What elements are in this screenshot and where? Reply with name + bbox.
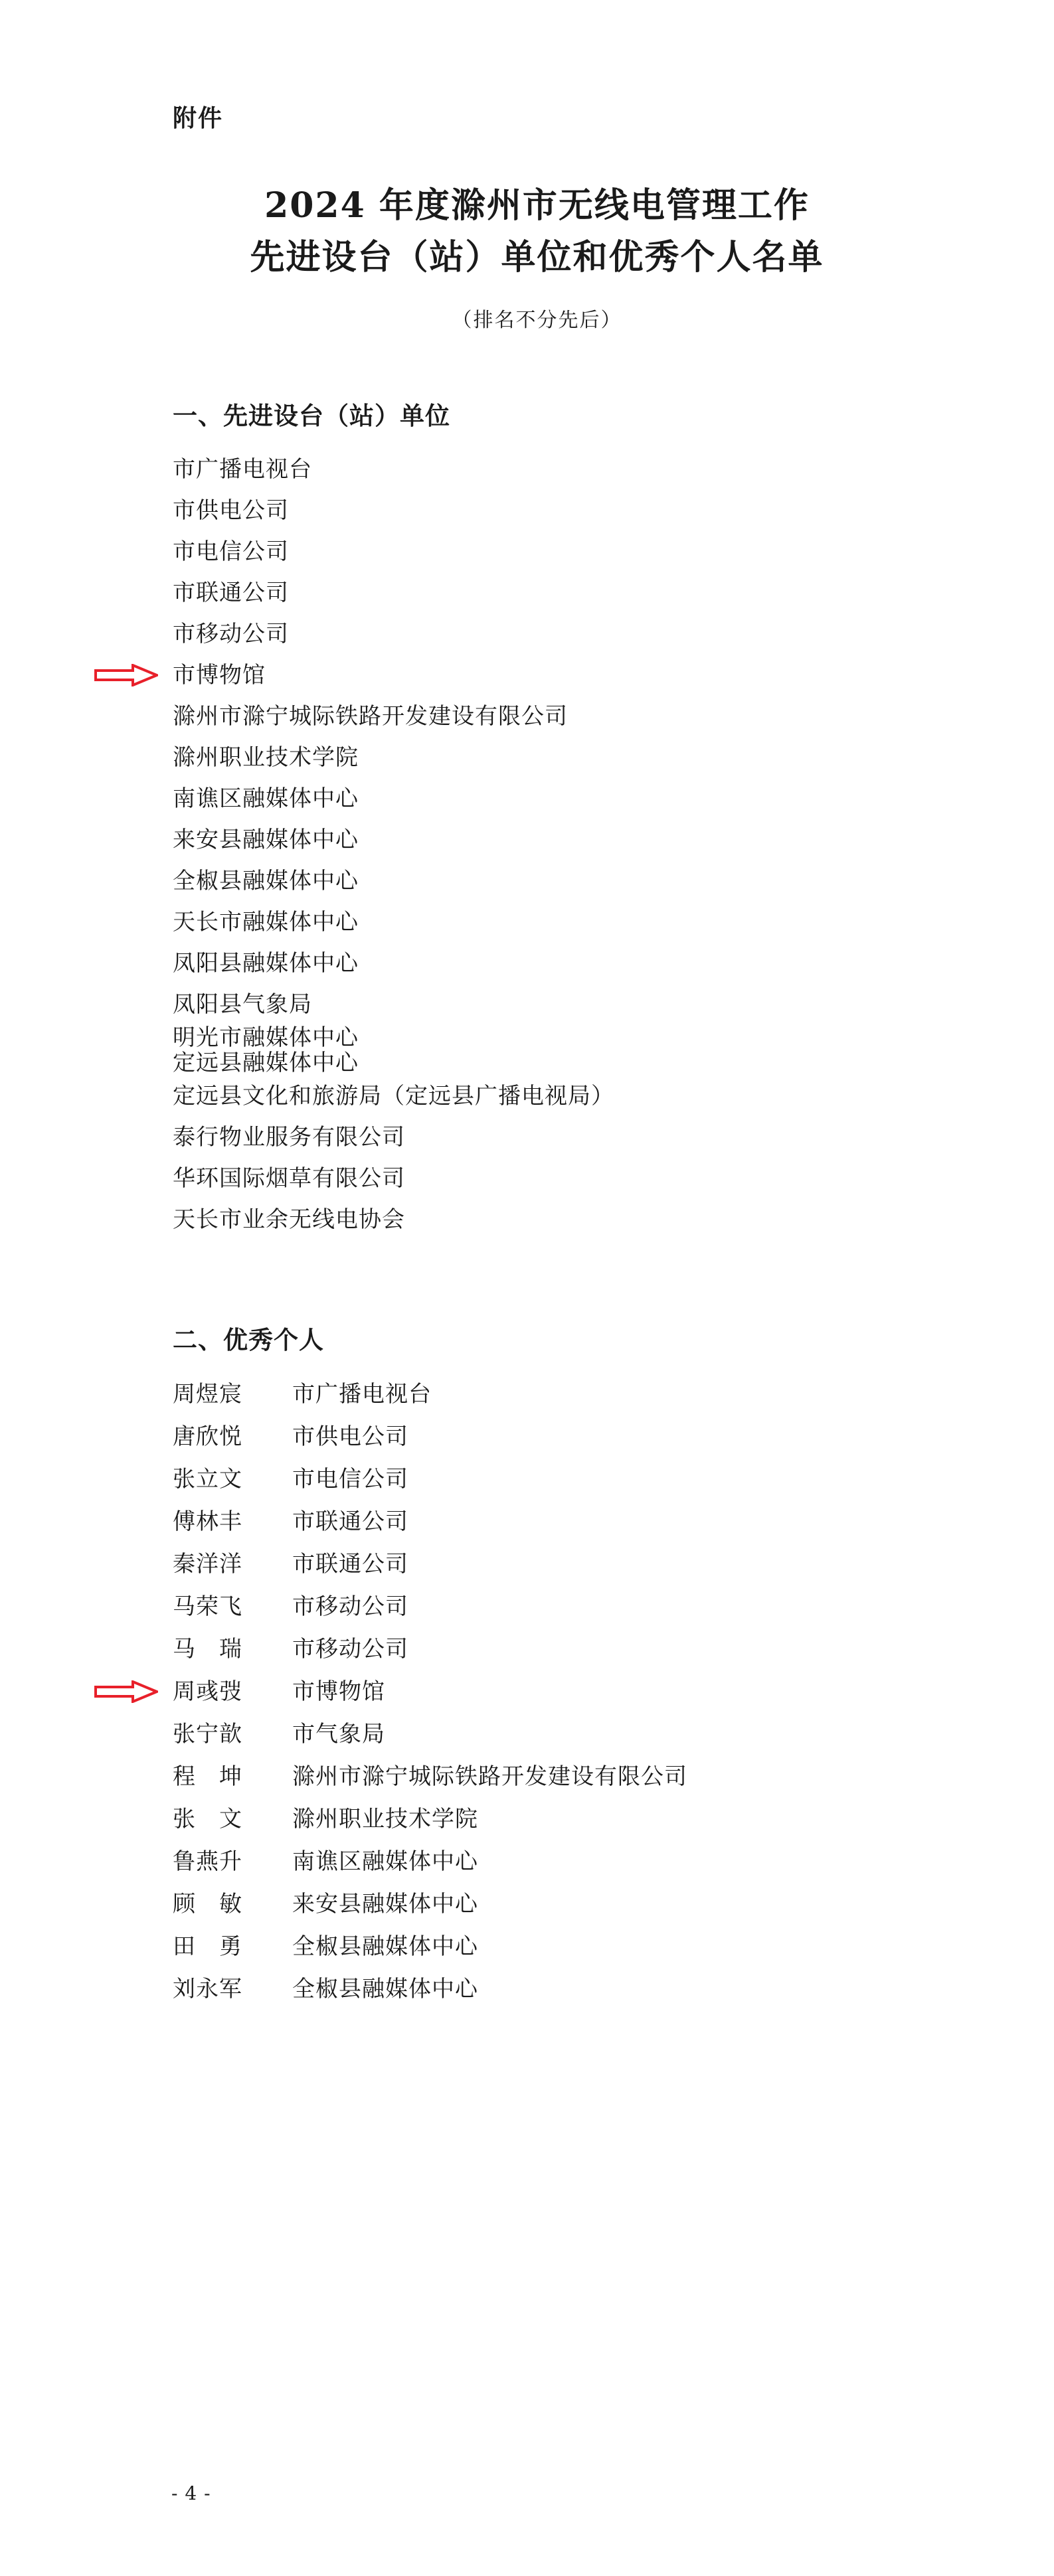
unit-list [173, 449, 901, 1240]
list-item [173, 1798, 901, 1840]
list-item [173, 490, 901, 531]
list-item [173, 1925, 901, 1968]
list-item [173, 1117, 901, 1158]
person-name: 程 坤 [173, 1763, 242, 1790]
person-unit: 全椒县融媒体中心 [292, 1976, 478, 2002]
person-unit: 市移动公司 [292, 1593, 408, 1620]
person-unit: 滁州职业技术学院 [292, 1806, 478, 1832]
list-item [173, 1076, 901, 1117]
list-item [173, 1158, 901, 1199]
section-heading-units: 一、先进设台（站）单位 [173, 402, 450, 430]
list-item [173, 1628, 901, 1670]
list-item [173, 943, 901, 984]
list-item [173, 1415, 901, 1458]
unit-name: 南谯区融媒体中心 [173, 785, 359, 812]
list-item [173, 902, 901, 943]
list-item [173, 1050, 901, 1076]
list-item [173, 531, 901, 572]
person-name: 周彧弢 [173, 1678, 242, 1705]
list-item [173, 1458, 901, 1500]
person-unit: 市移动公司 [292, 1636, 408, 1662]
list-item [173, 1543, 901, 1585]
person-unit: 市博物馆 [292, 1678, 385, 1705]
unit-name: 凤阳县气象局 [173, 991, 312, 1018]
unit-name: 滁州市滁宁城际铁路开发建设有限公司 [173, 703, 568, 730]
unit-name: 全椒县融媒体中心 [173, 868, 359, 894]
person-unit: 南谯区融媒体中心 [292, 1848, 478, 1875]
unit-name: 天长市业余无线电协会 [173, 1206, 405, 1233]
person-name: 马荣飞 [173, 1593, 242, 1620]
person-unit: 来安县融媒体中心 [292, 1891, 478, 1917]
person-name: 顾 敏 [173, 1891, 242, 1917]
person-unit: 全椒县融媒体中心 [292, 1933, 478, 1960]
person-unit: 市联通公司 [292, 1508, 408, 1535]
page-title-line-1: 2024 年度滁州市无线电管理工作 [264, 185, 810, 226]
list-item [173, 449, 901, 490]
list-item [173, 1585, 901, 1628]
person-name: 唐欣悦 [173, 1423, 242, 1450]
person-name: 刘永军 [173, 1976, 242, 2002]
person-name: 田 勇 [173, 1933, 242, 1960]
unit-name: 市电信公司 [173, 538, 289, 565]
unit-name: 泰行物业服务有限公司 [173, 1124, 405, 1151]
unit-name: 市广播电视台 [173, 456, 312, 483]
attachment-label: 附件 [173, 105, 224, 132]
person-name: 张立文 [173, 1466, 242, 1492]
unit-name: 天长市融媒体中心 [173, 909, 359, 935]
list-item [173, 984, 901, 1025]
person-unit: 市气象局 [292, 1721, 385, 1747]
list-item [173, 737, 901, 778]
person-name: 张宁歆 [173, 1721, 242, 1747]
red-arrow-marker [94, 664, 158, 686]
list-item [173, 860, 901, 902]
list-item [173, 1670, 901, 1713]
list-item [173, 572, 901, 613]
person-name: 张 文 [173, 1806, 242, 1832]
unit-name: 明光市融媒体中心 [173, 1024, 359, 1051]
list-item [173, 778, 901, 819]
unit-name: 来安县融媒体中心 [173, 827, 359, 853]
person-unit: 市电信公司 [292, 1466, 408, 1492]
unit-name: 凤阳县融媒体中心 [173, 950, 359, 977]
section-heading-individuals: 二、优秀个人 [173, 1326, 324, 1354]
list-item [173, 1840, 901, 1883]
list-item [173, 1755, 901, 1798]
person-unit: 市供电公司 [292, 1423, 408, 1450]
unit-name: 市供电公司 [173, 497, 289, 524]
person-name: 鲁燕升 [173, 1848, 242, 1875]
person-name: 傅林丰 [173, 1508, 242, 1535]
unit-name: 市联通公司 [173, 580, 289, 606]
list-item [173, 1500, 901, 1543]
unit-name: 市博物馆 [173, 662, 266, 688]
page-number: - 4 - [171, 2482, 211, 2504]
person-name: 周煜宸 [173, 1381, 242, 1408]
person-unit: 滁州市滁宁城际铁路开发建设有限公司 [292, 1763, 687, 1790]
unit-name: 滁州职业技术学院 [173, 744, 359, 771]
list-item [173, 655, 901, 696]
page-title-line-2: 先进设台（站）单位和优秀个人名单 [250, 237, 824, 278]
unit-name: 市移动公司 [173, 621, 289, 647]
list-item [173, 819, 901, 860]
person-name: 秦洋洋 [173, 1551, 242, 1577]
list-item [173, 1713, 901, 1755]
page-title [202, 180, 872, 283]
list-item [173, 1199, 901, 1240]
person-list [173, 1373, 901, 2010]
list-item [173, 696, 901, 737]
list-item [173, 613, 901, 655]
page-subtitle: （排名不分先后） [452, 309, 622, 332]
unit-name: 华环国际烟草有限公司 [173, 1165, 405, 1192]
list-item [173, 1025, 901, 1050]
red-arrow-marker [94, 1680, 158, 1703]
person-unit: 市联通公司 [292, 1551, 408, 1577]
unit-name: 定远县融媒体中心 [173, 1050, 359, 1076]
person-name: 马 瑞 [173, 1636, 242, 1662]
list-item [173, 1883, 901, 1925]
list-item [173, 1968, 901, 2010]
list-item [173, 1373, 901, 1415]
unit-name: 定远县文化和旅游局（定远县广播电视局） [173, 1083, 614, 1109]
person-unit: 市广播电视台 [292, 1381, 432, 1408]
